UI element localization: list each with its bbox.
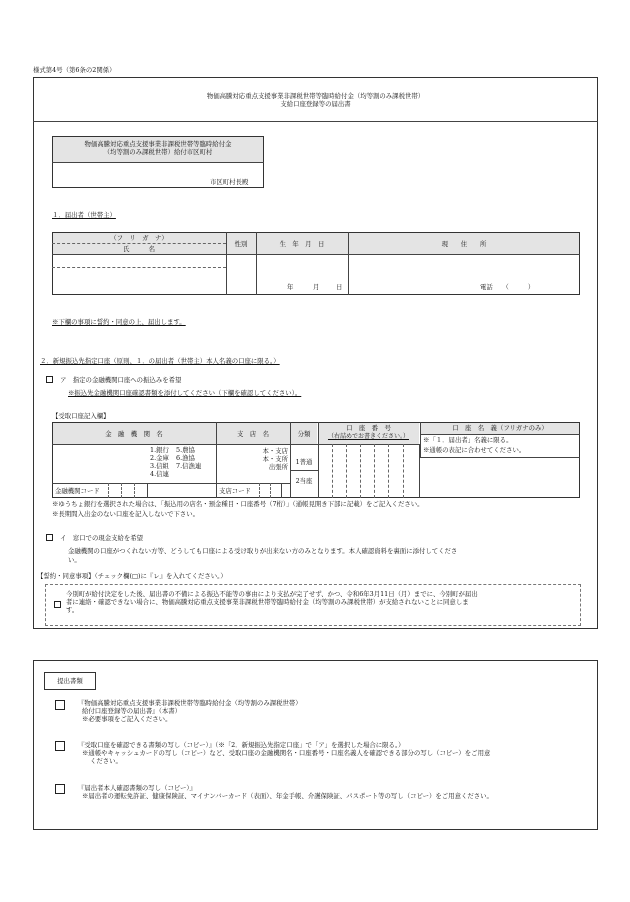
pledge-text-line3: す。: [66, 606, 79, 614]
document-checkbox-2[interactable]: [55, 741, 65, 751]
gender-label: 性別: [234, 240, 248, 248]
document-item-1: [78, 699, 302, 723]
bank-type-7: 7.信漁連: [176, 462, 202, 470]
name-label: 氏 名: [123, 245, 155, 253]
bank-type-3: 3.信組: [150, 462, 169, 470]
yucho-note: ※ゆうちょ銀行を選択された場合は、「振込用の店名・預金種目・口座番号（7桁）」（通帳見開き下部に記載）をご記入ください。: [52, 500, 424, 508]
title-line1: 物価高騰対応重点支援事業非課税世帯等臨時給付金（均等割のみ課税世帯）: [206, 92, 425, 100]
gender-field[interactable]: [227, 255, 255, 294]
section2-heading: ２．新規振込先指定口座（原則、１．の届出者（世帯主）本人名義の口座に限る。）: [40, 357, 280, 365]
pledge-text-line1: 今別町が給付決定をした後、届出書の不備による振込不能等の事由により支払が完了せず、かつ、令和6年3月11日（月）までに、今別町が届出: [66, 590, 478, 598]
title-line2: 支給口座登録等の届出書: [280, 100, 351, 109]
birthdate-label: 生 年 月 日: [279, 240, 325, 248]
account-holder-label: 口 座 名 義（フリガナのみ）: [452, 424, 548, 432]
bank-code-label: 金融機関コード: [55, 487, 100, 495]
form-number: 様式第4号（第6条の2関係）: [33, 66, 116, 74]
account-number-label: 口 座 番 号: [346, 424, 391, 432]
furigana-label: （フ リ ガ ナ）: [110, 234, 168, 242]
pledge-heading: 【誓約・同意事項】（チェック欄(□)に『レ』を入れてください。）: [37, 572, 227, 580]
option-i-title: イ 窓口での現金支給を希望: [60, 534, 144, 542]
option-i-checkbox[interactable]: [46, 534, 53, 541]
account-table-heading: 【受取口座記入欄】: [52, 412, 110, 420]
branch-type-2: 本・支所: [262, 455, 288, 463]
bank-type-6: 6.漁協: [176, 454, 195, 462]
documents-heading: 提出書類: [44, 672, 96, 690]
birthdate-field[interactable]: [257, 255, 347, 294]
account-number-note: （右詰めでお書きください。）: [327, 433, 409, 440]
option-i-note-line1: 金融機関の口座がつくれない方等、どうしても口座による受け取りが出来ない方のみとなります。本人確認資料を裏面に添付してくださ: [68, 547, 458, 555]
document-3-title: 『届出者本人確認書類の写し（コピー）』: [78, 784, 196, 792]
bank-type-5: 5.農協: [176, 446, 195, 454]
holder-note-2: ※通帳の表記に合わせてください。: [423, 446, 526, 454]
branch-type-3: 出張所: [268, 463, 288, 471]
document-1-line1: 『物価高騰対応重点支援事業非課税世帯等臨時給付金（均等割のみ課税世帯）: [78, 699, 302, 707]
bank-type-4: 4.信連: [150, 470, 169, 478]
account-type-1[interactable]: 1普通: [295, 458, 313, 466]
option-a-note: ※振込先金融機関口座確認書類を添付してください（下欄を確認してください）。: [68, 389, 302, 397]
document-item-2: [78, 741, 490, 765]
bank-name-label: 金 融 機 関 名: [105, 430, 163, 438]
document-1-note: ※必要事項をご記入ください。: [82, 715, 172, 723]
pledge-text-line2: 者に連絡・確認できない場合に、物価高騰対応重点支援事業非課税世帯等臨時給付金（均等割のみ課税世帯）が支給されないことに同意しま: [66, 598, 469, 606]
phone-label: 電話 （ ）: [480, 283, 535, 291]
year-label: 年: [287, 283, 294, 291]
addressee-line2: （均等割のみ課税世帯）給付市区町村: [103, 148, 213, 157]
addressee-signature: 市区町村長殿: [210, 178, 249, 186]
furigana-field[interactable]: [53, 255, 225, 266]
address-field[interactable]: [349, 255, 579, 294]
pledge-checkbox[interactable]: [54, 601, 61, 608]
bank-type-list-2: [176, 446, 201, 470]
option-i-note-line2: い。: [68, 556, 81, 564]
option-a-title: ア 指定の金融機関口座への振込みを希望: [60, 376, 182, 384]
category-label: 分類: [297, 430, 311, 438]
branch-type-1: 本・支店: [262, 447, 288, 455]
pledge-text: [66, 590, 478, 614]
holder-note-1: ※「１．届出者」名義に限る。: [423, 436, 513, 444]
document-2-title: 『受取口座を確認できる書類の写し（コピー）』（※「2．新規振込先指定口座」で「ア」を選択した場合に限る。）: [78, 741, 405, 749]
branch-type-list: [216, 447, 288, 471]
month-label: 月: [313, 283, 320, 291]
name-field[interactable]: [53, 268, 225, 294]
bank-type-2: 2.金庫: [150, 454, 169, 462]
bank-type-1: 1.銀行: [150, 446, 169, 454]
dormant-note: ※長期間入出金のない口座を記入しないで下さい。: [52, 510, 199, 518]
bank-type-list: [150, 446, 169, 478]
address-label: 現 住 所: [441, 240, 487, 248]
document-checkbox-3[interactable]: [55, 784, 65, 794]
consent-note: ※下欄の事項に誓約・同意の上、届出します。: [52, 318, 186, 326]
document-2-note-line2: ください。: [90, 757, 122, 765]
header-divider: [33, 121, 598, 122]
addressee-label: [53, 137, 263, 162]
form-title: [33, 92, 598, 109]
addressee-line1: 物価高騰対応重点支援事業非課税世帯等臨時給付金: [84, 139, 232, 148]
document-checkbox-1[interactable]: [55, 700, 65, 710]
document-3-note: ※届出者の運転免許証、健康保険証、マイナンバーカード（表面）、年金手帳、介護保険証、パスポート等の写し（コピー）をご用意ください。: [82, 792, 493, 800]
document-1-line2: 給付口座登録等の届出書』（本書）: [82, 707, 182, 715]
document-2-note-line1: ※通帳やキャッシュカードの写し（コピー）など、受取口座の金融機関名・口座番号・口座名義人を確認できる部分の写し（コピー）をご用意: [82, 749, 491, 757]
document-item-3: [78, 784, 493, 800]
branch-name-label: 支 店 名: [237, 430, 269, 438]
account-type-2[interactable]: 2当座: [295, 477, 313, 485]
option-a-checkbox[interactable]: [46, 376, 53, 383]
day-label: 日: [336, 283, 343, 291]
section1-heading: １．届出者（世帯主）: [52, 211, 116, 219]
branch-code-label: 支店コード: [219, 487, 251, 495]
